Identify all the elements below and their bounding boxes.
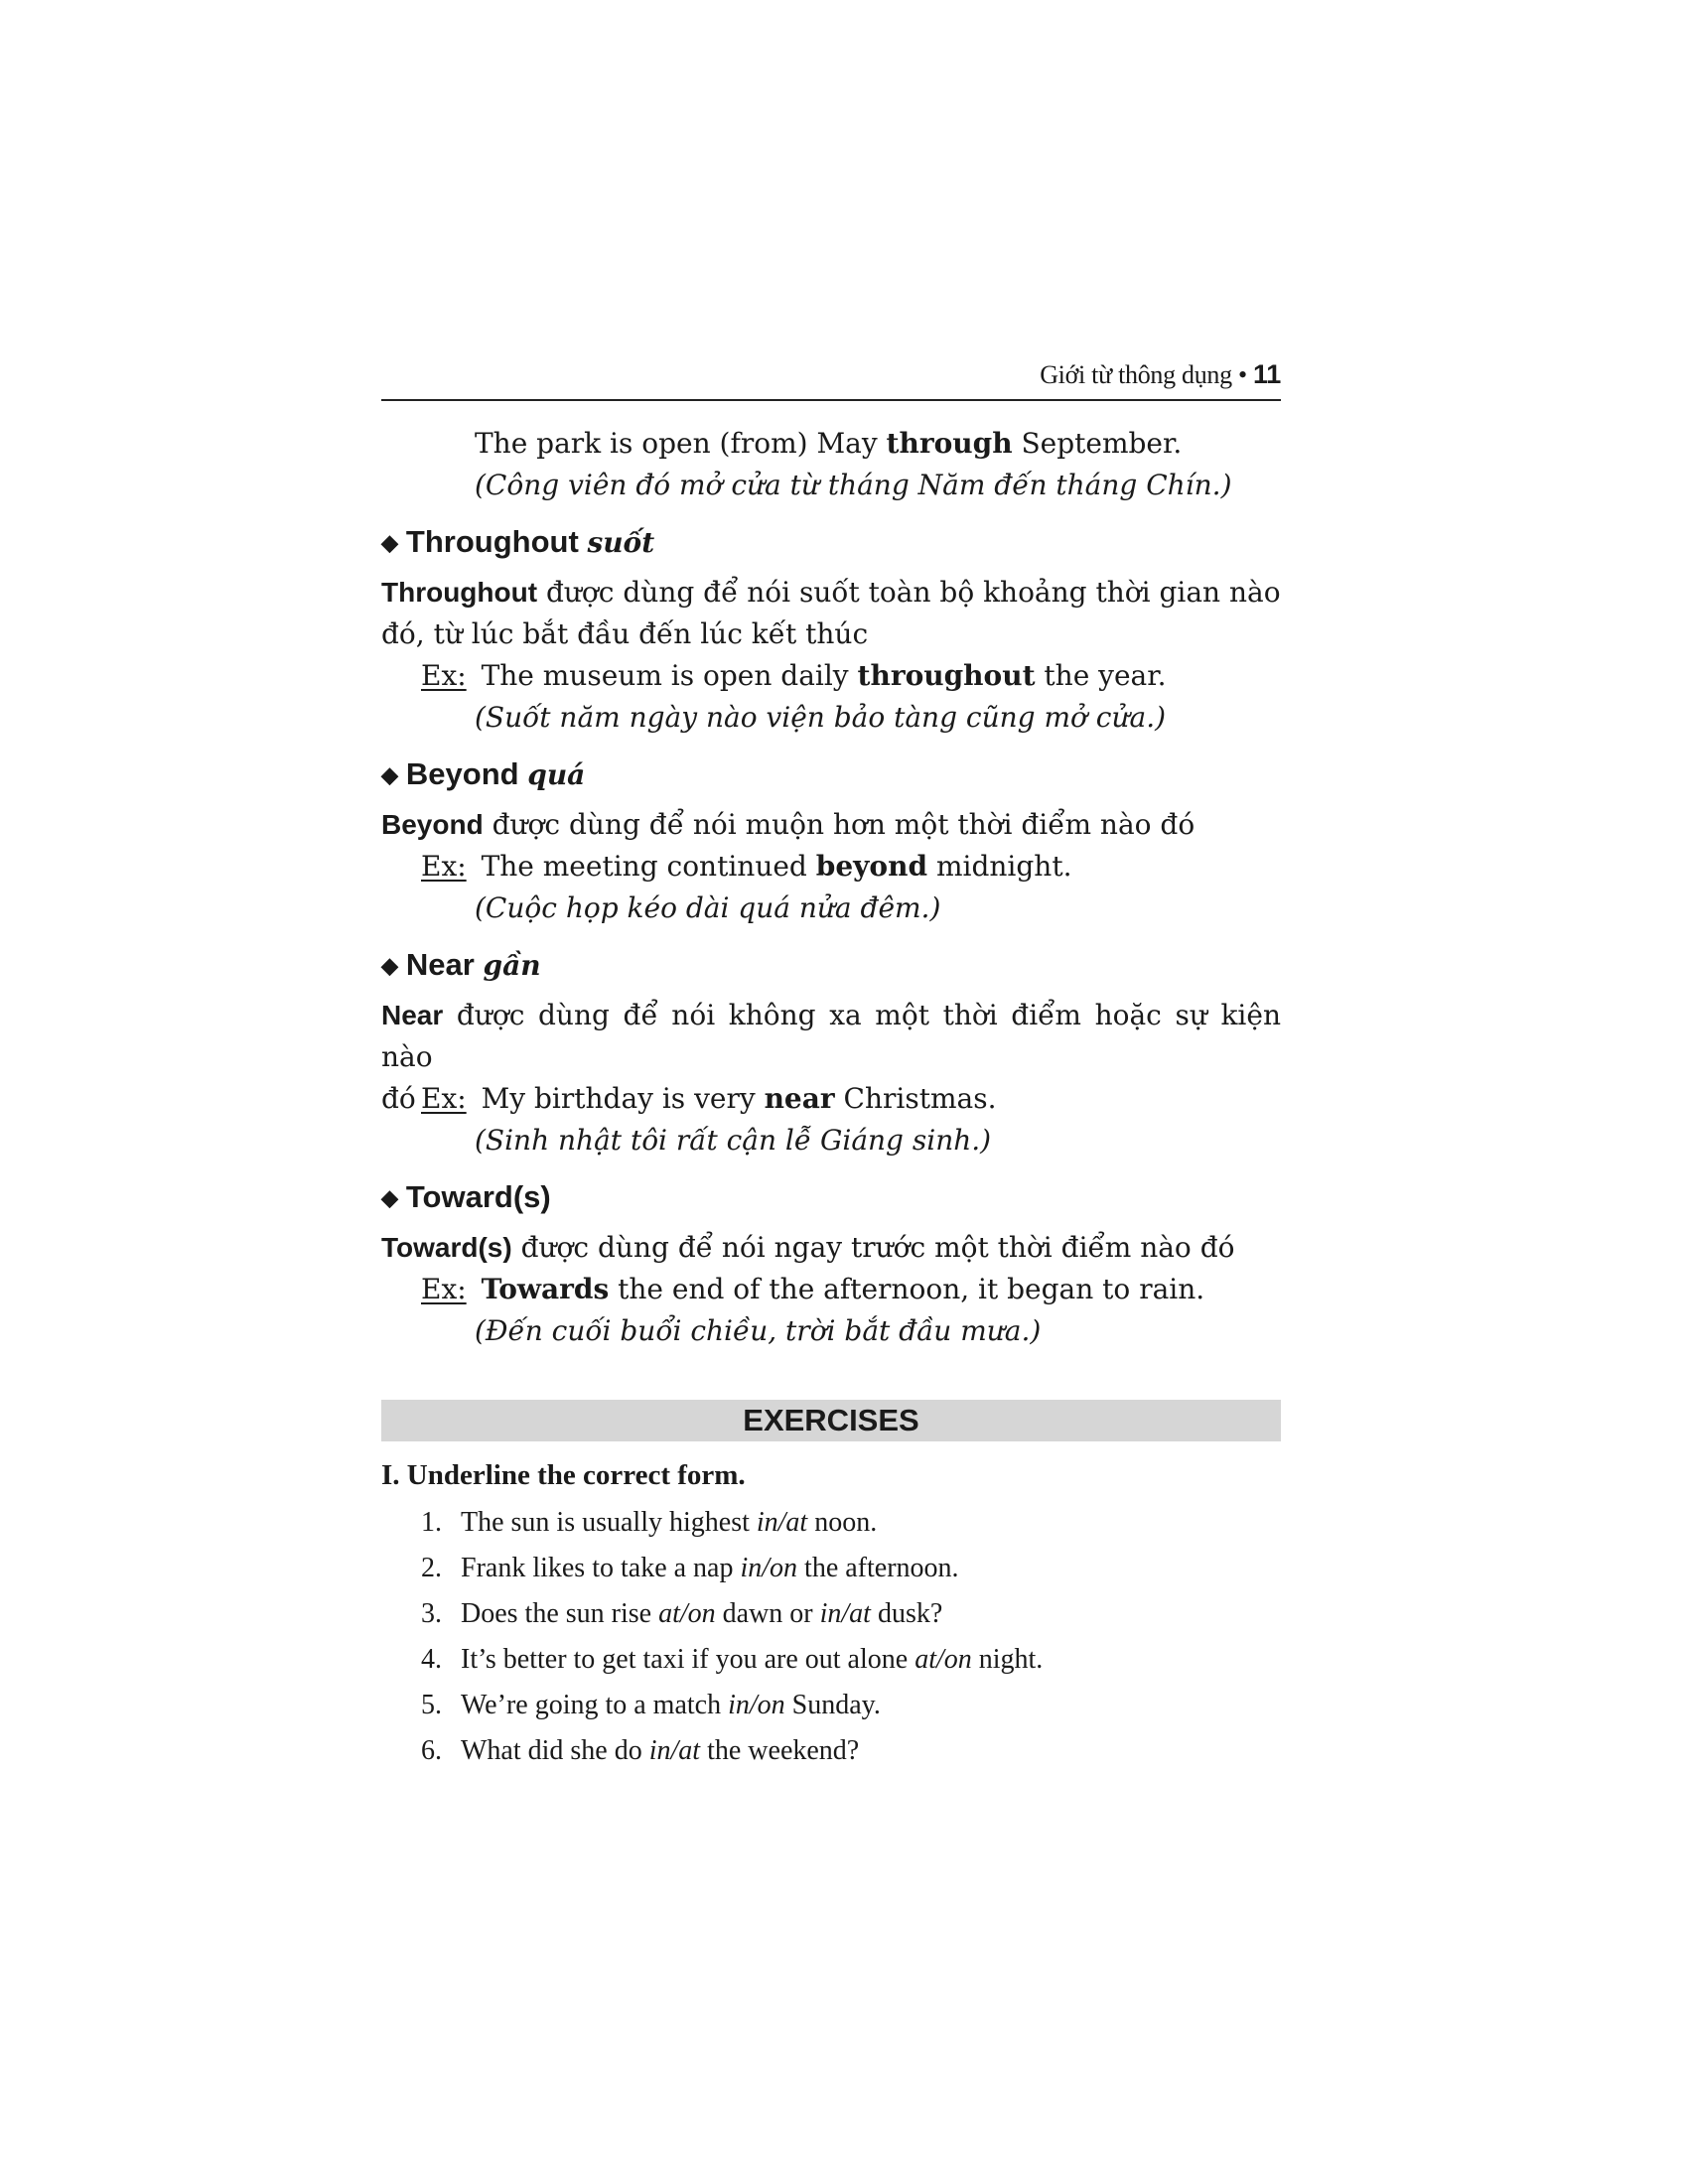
item-text: We’re going to a match [461,1690,729,1720]
description-throughout [381,572,1281,655]
header-text [1040,359,1281,390]
example-text: The museum is open daily [481,659,858,692]
example-beyond [421,850,1071,883]
item-text: The sun is usually highest [461,1507,757,1538]
description-text: được dùng để nói ngay trước một thời điểm nào đó [511,1231,1235,1264]
item-text-end: the weekend? [700,1735,860,1766]
ex-label: Ex: [421,659,467,692]
exercise-item [421,1598,942,1630]
page-header [381,359,1281,401]
item-text: Frank likes to take a nap [461,1553,741,1583]
example-text-end: Christmas. [834,1082,997,1115]
intro-translation: (Công viên đó mở cửa từ tháng Năm đến tháng Chín.) [475,469,1232,501]
example-text-end: the end of the afternoon, it began to rain. [609,1273,1205,1305]
item-options: in/at [756,1507,808,1538]
diamond-bullet-icon: ◆ [381,1185,398,1210]
heading-viet: gần [483,949,541,982]
page-number: 11 [1253,359,1281,389]
item-text: It’s better to get taxi if you are out alone [461,1644,915,1675]
description-beyond [381,804,1281,846]
item-text-end: night. [971,1644,1044,1675]
example-text: My birthday is very [481,1082,765,1115]
exercises-banner: EXERCISES [381,1400,1281,1441]
heading-term: Near [405,947,475,982]
exercise-item [421,1690,881,1721]
item-options: in/at [648,1735,701,1766]
heading-term: Beyond [405,756,519,791]
example-keyword: beyond [815,850,928,883]
item-text: What did she do [461,1735,649,1766]
description-text: được dùng để nói suốt toàn bộ khoảng thời gian nào [537,576,1281,609]
example-keyword: Towards [481,1273,610,1305]
intro-example-text-end: September. [1012,427,1183,460]
section-heading-towards [381,1179,551,1215]
item-number: 4. [421,1644,442,1675]
intro-example-keyword: through [886,427,1013,460]
item-number: 6. [421,1735,442,1766]
translation-beyond: (Cuộc họp kéo dài quá nửa đêm.) [475,891,941,924]
item-text-mid: dawn or [715,1598,820,1629]
description-term: Near [381,1000,444,1030]
description-text: được dùng để nói muộn hơn một thời điểm nào đó [483,808,1196,841]
description-text-line2: đó [381,1082,416,1115]
exercise-item [421,1507,877,1539]
example-keyword: throughout [857,659,1036,692]
diamond-bullet-icon: ◆ [381,530,398,555]
example-towards [421,1273,1204,1305]
item-text-end: Sunday. [784,1690,881,1720]
ex-label: Ex: [421,1082,467,1115]
exercise-item [421,1735,859,1767]
section-heading-near [381,947,541,983]
exercise-item [421,1553,959,1584]
translation-throughout: (Suốt năm ngày nào viện bảo tàng cũng mở cửa.) [475,701,1167,734]
item-number: 2. [421,1553,442,1583]
header-separator: • [1238,360,1247,389]
item-options: in/on [728,1690,785,1720]
example-text: The meeting continued [481,850,816,883]
item-options: at/on [658,1598,716,1629]
description-text-line2: đó, từ lúc bắt đầu đến lúc kết thúc [381,617,869,650]
ex-label: Ex: [421,1273,467,1305]
heading-term: Toward(s) [405,1179,551,1214]
intro-example-text: The park is open (from) May [475,427,887,460]
item-number: 5. [421,1690,442,1720]
translation-towards: (Đến cuối buổi chiều, trời bắt đầu mưa.) [475,1314,1042,1347]
item-number: 1. [421,1507,442,1538]
heading-term: Throughout [405,524,579,559]
item-text-end: dusk? [870,1598,943,1629]
item-text-end: the afternoon. [797,1553,959,1583]
description-term: Beyond [381,809,484,840]
description-term: Toward(s) [381,1232,512,1263]
section-heading-throughout [381,524,654,560]
item-number: 3. [421,1598,442,1629]
example-near [421,1082,997,1115]
description-term: Throughout [381,577,538,608]
example-keyword: near [764,1082,835,1115]
item-text-end: noon. [807,1507,878,1538]
translation-near: (Sinh nhật tôi rất cận lễ Giáng sinh.) [475,1124,992,1157]
ex-label: Ex: [421,850,467,883]
heading-viet: suốt [587,526,655,559]
exercise-title: I. Underline the correct form. [381,1459,746,1491]
description-towards [381,1227,1281,1269]
description-text: được dùng để nói không xa một thời điểm hoặc sự kiện nào [381,999,1281,1073]
example-throughout [421,659,1166,692]
exercise-item [421,1644,1043,1676]
heading-viet: quá [527,758,586,791]
item-options: in/on [740,1553,798,1583]
intro-example [475,427,1182,460]
example-text-end: the year. [1035,659,1167,692]
section-heading-beyond [381,756,585,792]
item-options: at/on [914,1644,972,1675]
header-title: Giới từ thông dụng [1040,360,1232,389]
diamond-bullet-icon: ◆ [381,953,398,978]
item-text: Does the sun rise [461,1598,659,1629]
diamond-bullet-icon: ◆ [381,762,398,787]
item-options-2: in/at [819,1598,871,1629]
example-text-end: midnight. [927,850,1072,883]
